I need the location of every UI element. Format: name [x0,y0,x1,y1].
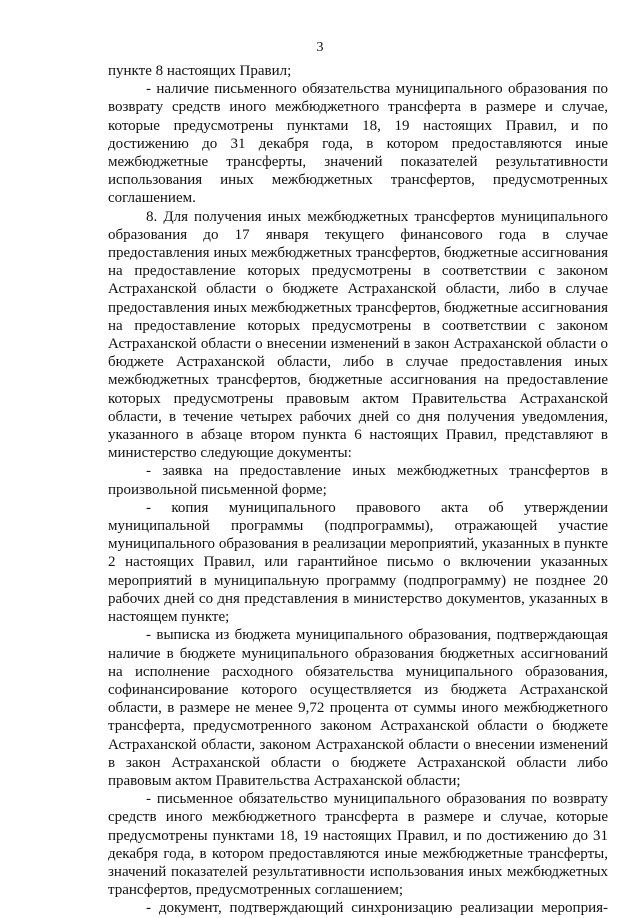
paragraph-sync-document: - документ, подтверждающий синхронизацию реализации мероприя- [146,900,608,917]
paragraph-return-obligation: - наличие письменного обязательства муниципального образования по возврату средств иного межбюджетного трансферта в размере и случае, которые предусмотрены пунктами 18, 19 настоящих Правил, и по достижению до 31 декабря года, в котором предоставляются иные межбюджетные трансферты, значений показателей результативности использования иных межбюджетных трансфертов, предусмотренных соглашением. [108,81,608,207]
paragraph-written-obligation: - письменное обязательство муниципального образования по возврату средств иного межбюджетного трансферта в размере и случае, которые предусмотрены пунктами 18, 19 настоящих Правил, и по достижению до 31 декабря года, в котором предоставляются иные межбюджетные трансферты, значений показателей результативности использования иных межбюджетных трансфертов, предусмотренных соглашением; [108,791,608,899]
paragraph-application: - заявка на предоставление иных межбюджетных трансфертов в произвольной письменной форме; [108,463,608,498]
paragraph-program-copy: - копия муниципального правового акта об утверждении муниципальной программы (подпрограммы), отражающей участие муниципального образования в реализации мероприятий, указанных в пункте 2 настоящих Правил, или гарантийное письмо о включении указанных мероприятий в муниципальную программу (подпрограмму) не позднее 20 рабочих дней со дня представления в министерство документов, указанных в настоящем пункте; [108,499,608,626]
paragraph-item-8: 8. Для получения иных межбюджетных трансфертов муниципального образования до 17 января текущего финансового года в случае предоставления иных межбюджетных трансфертов, бюджетные ассигнования на предоставление которых предусмотрены в соответствии с законом Астраханской области о бюджете Астраханской области, либо в случае предоставления иных межбюджетных трансфертов, бюджетные ассигнования на предоставление которых предусмотрены в соответствии с законом Астраханской области о внесении изменений в закон Астраханской области о бюджете Астраханской области, либо в случае предоставления иных межбюджетных трансфертов, бюджетные ассигнования на предоставление которых предусмотрены правовым актом Правительства Астраханской области, в течение четырех рабочих дней со дня получения уведомления, указанного в абзаце втором пункта 6 настоящих Правил, представляют в министерство следующие документы: [108,208,608,462]
paragraph-budget-extract: - выписка из бюджета муниципального образования, подтверждающая наличие в бюджете муниципального образования бюджетных ассигнований на исполнение расходного обязательства муниципального образования, софинансирование которого осуществляется из бюджета Астраханской области, в размере не менее 9,72 процента от суммы иного межбюджетного трансферта, предусмотренного законом Астраханской области о бюджете Астраханской области, законом Астраханской области о внесении изменений в закон Астраханской области о бюджете Астраханской области либо правовым актом Правительства Астраханской области; [108,627,608,789]
paragraph-continuation: пункте 8 настоящих Правил; [108,63,292,79]
page-number: 3 [316,40,324,55]
document-body [108,62,608,918]
